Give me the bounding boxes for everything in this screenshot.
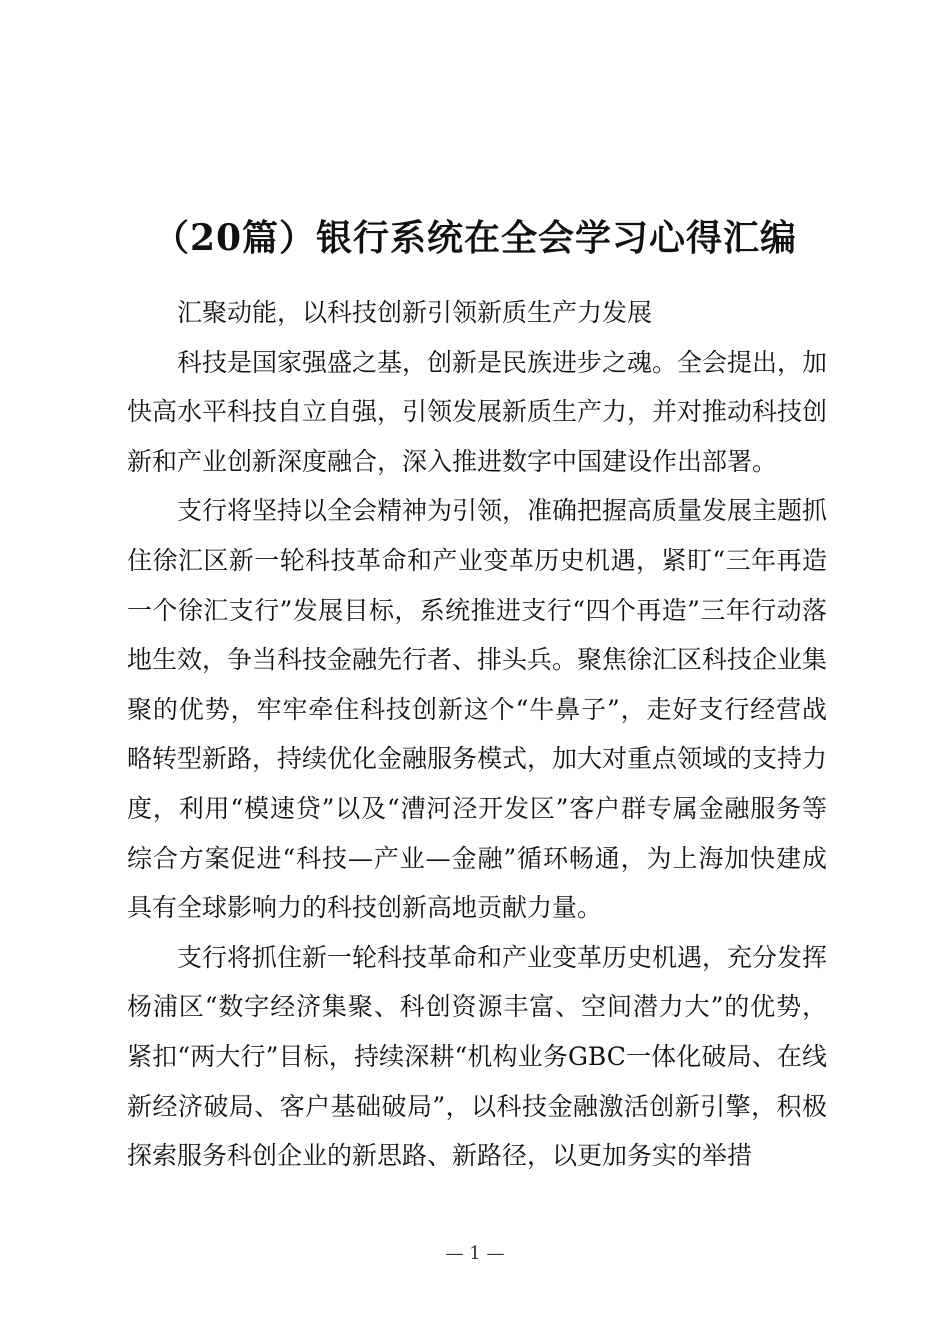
- page-number: — 1 —: [445, 1243, 505, 1264]
- document-body: [127, 288, 827, 1181]
- paragraph: 支行将抓住新一轮科技革命和产业变革历史机遇，充分发挥杨浦区“数字经济集聚、科创资源丰富、空间潜力大”的优势，紧扣“两大行”目标，持续深耕“机构业务GBC一体化破局、在线新经济破局、客户基础破局”，以科技金融激活创新引擎，积极探索服务科创企业的新思路、新路径，以更加务实的举措: [127, 942, 828, 1171]
- paragraph: 科技是国家强盛之基，创新是民族进步之魂。全会提出，加快高水平科技自立自强，引领发展新质生产力，并对推动科技创新和产业创新深度融合，深入推进数字中国建设作出部署。: [127, 347, 828, 476]
- document-title: （20篇）银行系统在全会学习心得汇编: [152, 217, 798, 260]
- paragraph: 支行将坚持以全会精神为引领，准确把握高质量发展主题抓住徐汇区新一轮科技革命和产业变革历史机遇，紧盯“三年再造一个徐汇支行”发展目标，系统推进支行“四个再造”三年行动落地生效，争当科技金融先行者、排头兵。聚焦徐汇区科技企业集聚的优势，牢牢牵住科技创新这个“牛鼻子”，走好支行经营战略转型新路，持续优化金融服务模式，加大对重点领域的支持力度，利用“模速贷”以及“漕河泾开发区”客户群专属金融服务等综合方案促进“科技—产业—金融”循环畅通，为上海加快建成具有全球影响力的科技创新高地贡献力量。: [127, 496, 828, 923]
- paragraph-subtitle: 汇聚动能，以科技创新引领新质生产力发展: [177, 298, 653, 327]
